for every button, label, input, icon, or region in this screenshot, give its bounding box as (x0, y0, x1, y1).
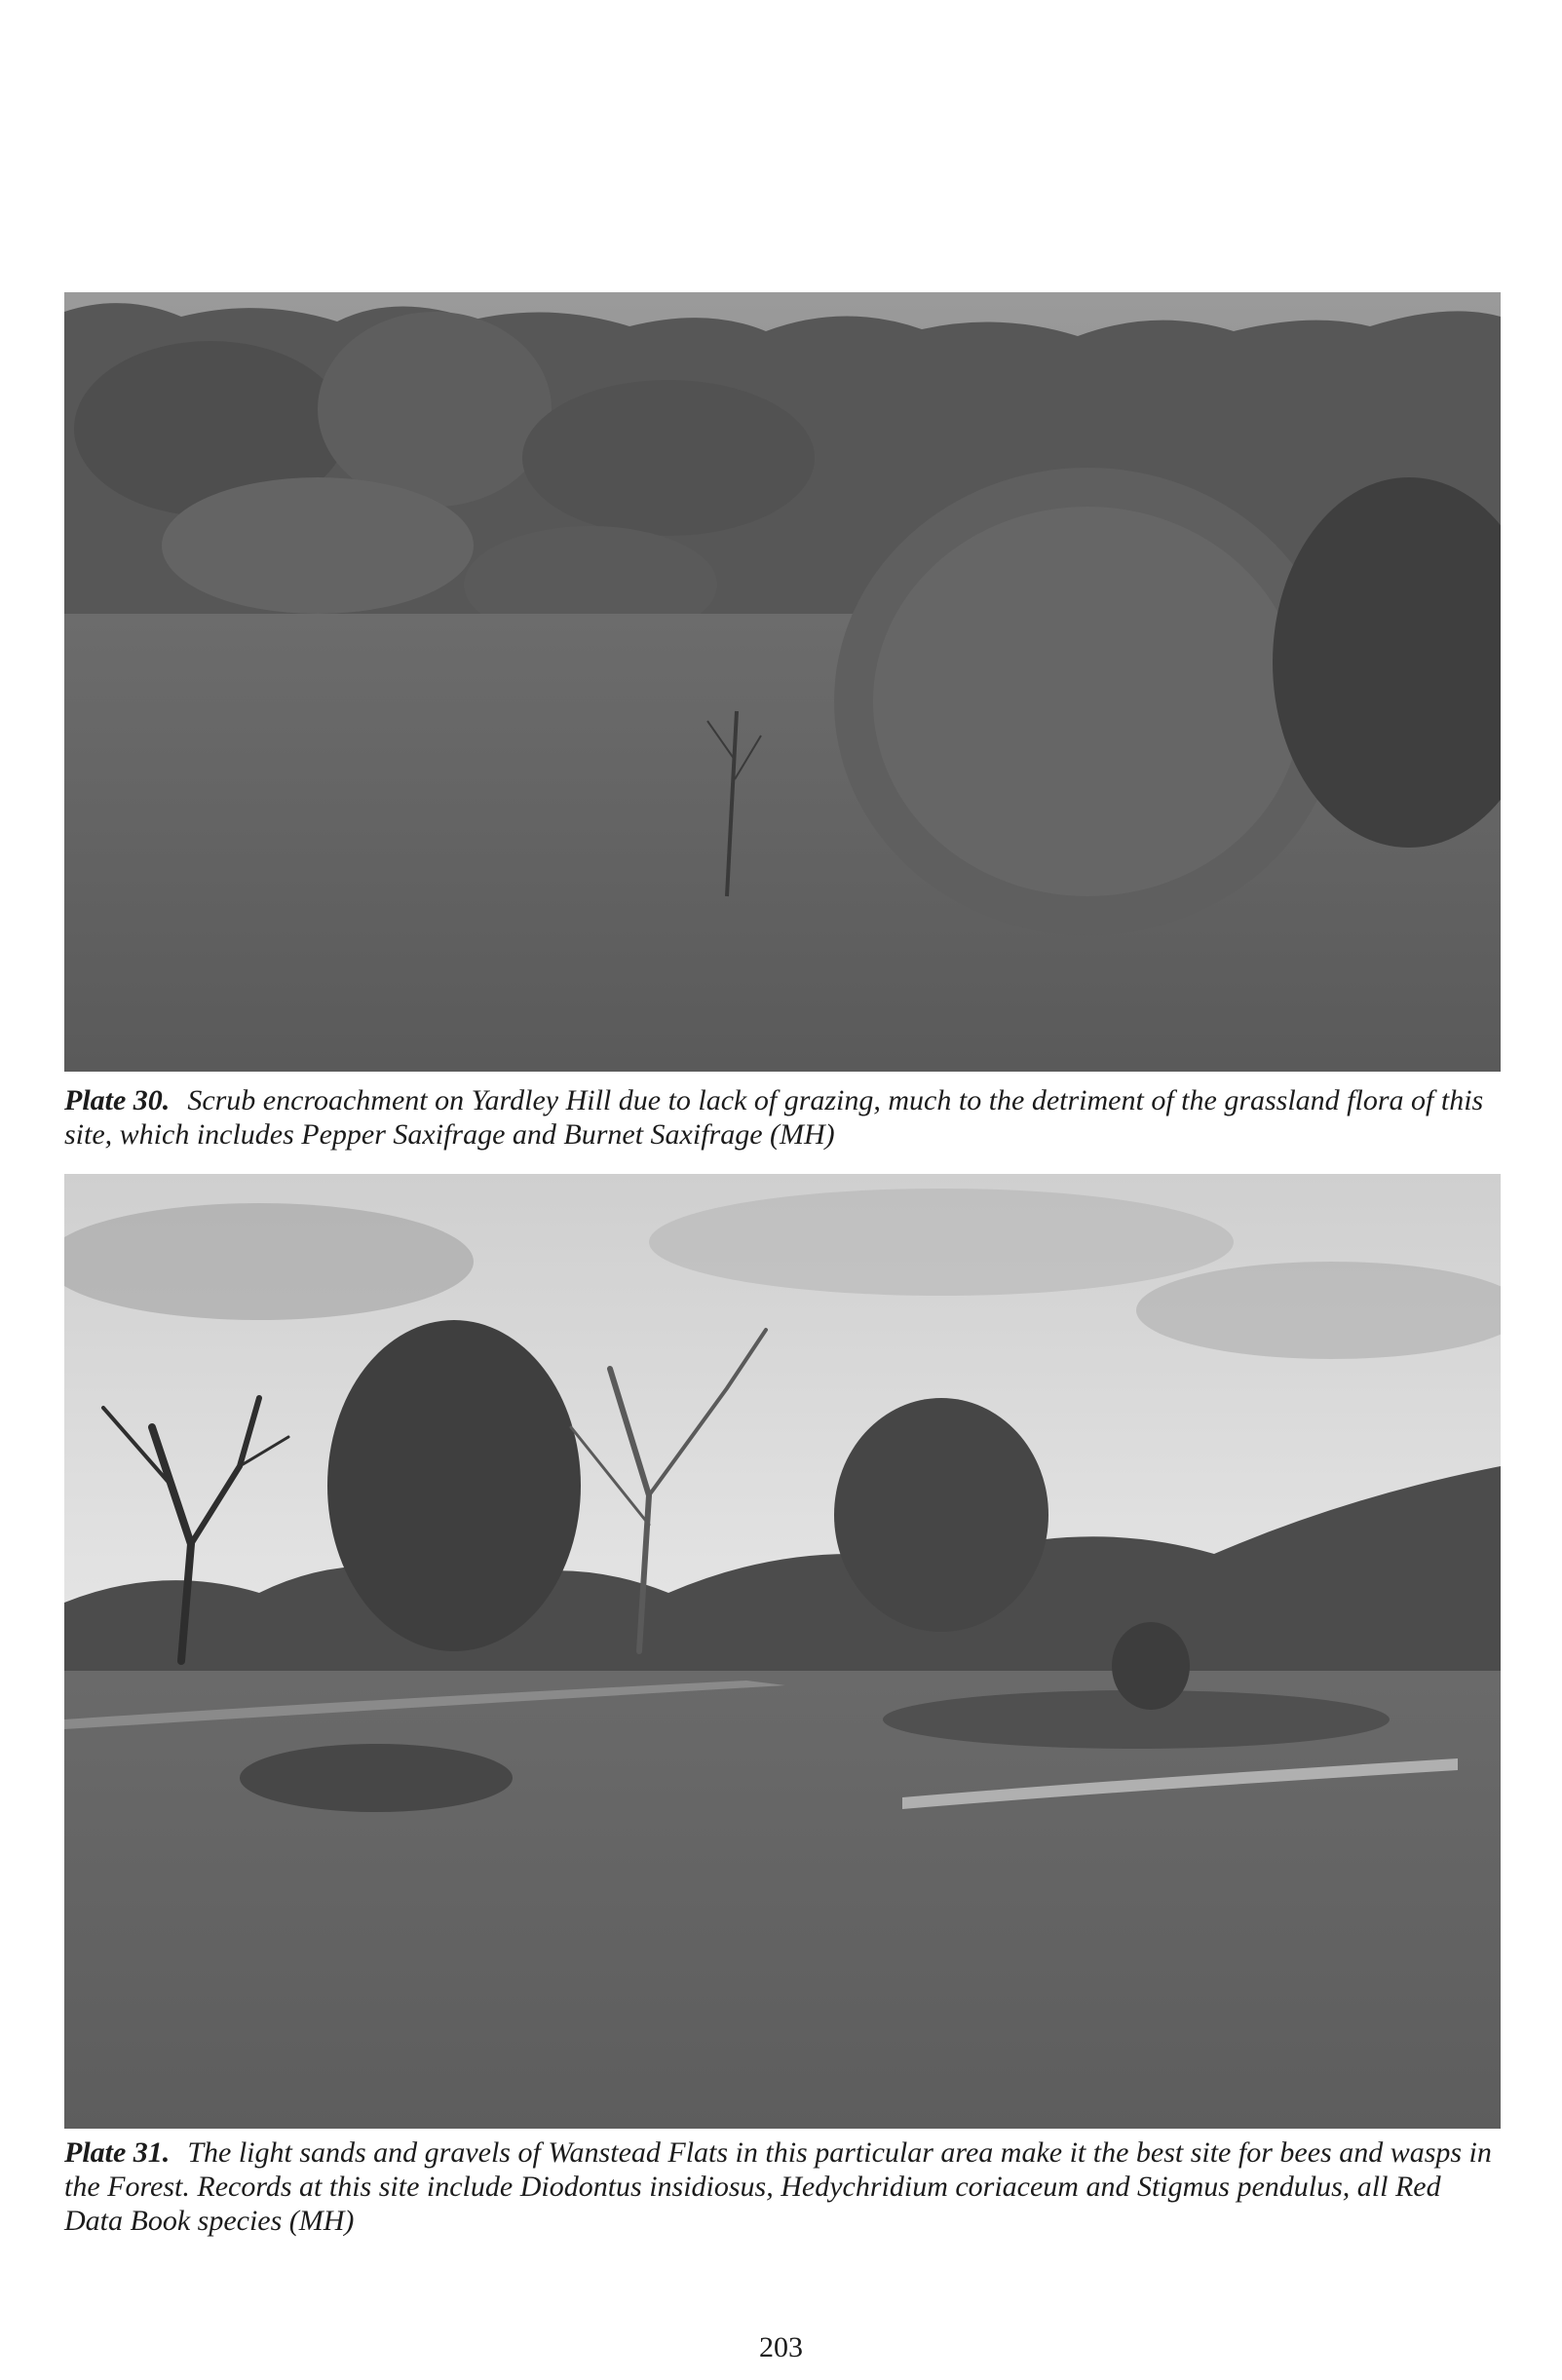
plate-31-caption-text: The light sands and gravels of Wanstead Flats in this particular area make it the best site for bees and wasps in the Forest. Records at this site include Diodontus insidiosus, Hedychridium coriaceum and Stigmus pendulus, all Red Data Book species (MH) (64, 2136, 1492, 2237)
wanstead-flats-photo (64, 1174, 1501, 2129)
plate-31-label: Plate 31. (64, 2136, 171, 2169)
hillside-scrub-photo (64, 292, 1501, 1072)
plate-30-caption (64, 1083, 1506, 1152)
plate-31-photo (64, 1174, 1501, 2129)
plate-30-label: Plate 30. (64, 1084, 171, 1116)
page-number: 203 (759, 2331, 803, 2363)
plate-30-caption-text: Scrub encroachment on Yardley Hill due to lack of grazing, much to the detriment of the grassland flora of this site, which includes Pepper Saxifrage and Burnet Saxifrage (MH) (64, 1084, 1484, 1151)
plate-31-caption (64, 2135, 1506, 2238)
plate-30-photo (64, 292, 1501, 1072)
